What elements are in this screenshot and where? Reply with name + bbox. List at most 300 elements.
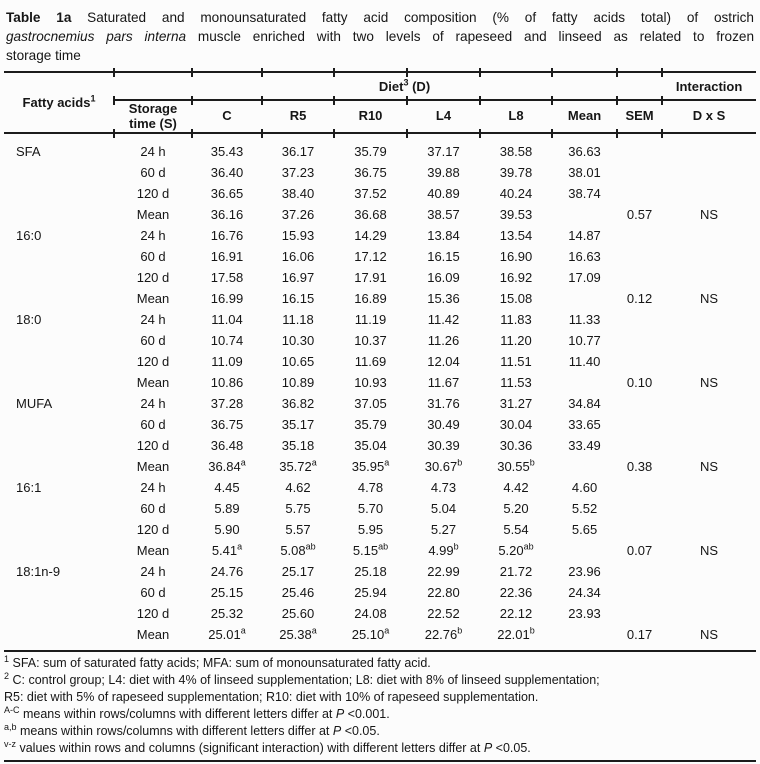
value-l8: 13.54: [499, 228, 533, 243]
interaction-value: [662, 225, 756, 246]
interaction-value: [662, 519, 756, 540]
value-c: 4.45: [214, 480, 240, 495]
column-rule-tick: [616, 68, 618, 77]
storage-time: Mean: [136, 291, 170, 306]
value-l8: 11.53: [500, 375, 532, 390]
col-header-diet-l4: L4: [407, 100, 480, 133]
sem-value: [617, 309, 662, 330]
fatty-acid-name: 16:1: [16, 480, 42, 495]
column-rule-tick: [191, 129, 193, 138]
row-mean: [552, 456, 617, 477]
value-l4: 16.15: [427, 249, 460, 264]
table-row: [4, 519, 756, 540]
value-c: 36.16: [210, 207, 244, 222]
row-mean: 4.60: [571, 480, 598, 495]
sem-value: [617, 267, 662, 288]
value-l4: 30.67$^b$: [424, 457, 463, 474]
diet-group-leading-spacer: [114, 72, 192, 100]
value-r5: 10.65: [281, 354, 315, 369]
value-r10: 37.05: [354, 396, 387, 411]
row-mean: 23.96: [568, 564, 601, 579]
value-c: 16.99: [210, 291, 244, 306]
footnote-line: $^{v-z}$ values within rows and columns (significant interaction) with different letters differ at P <0.05.: [4, 738, 531, 755]
value-l4: 30.49: [427, 417, 460, 432]
sem-value: [617, 519, 662, 540]
value-r5: 25.60: [281, 606, 315, 621]
row-mean: 5.65: [571, 522, 598, 537]
storage-time: 60 d: [140, 249, 166, 264]
row-mean: [552, 372, 617, 393]
value-l4: 38.57: [427, 207, 460, 222]
sem-value: [617, 183, 662, 204]
row-mean: 11.33: [568, 312, 601, 327]
column-rule-tick: [551, 68, 553, 77]
table-row: [4, 582, 756, 603]
fatty-acid-name: [4, 624, 114, 651]
interaction-value: NS: [700, 627, 719, 642]
row-mean: 16.63: [568, 249, 601, 264]
value-r10: 35.95$^a$: [351, 457, 390, 474]
col-header-diet-r10: R10: [334, 100, 407, 133]
value-r10: 5.15$^{ab}$: [352, 541, 389, 558]
fatty-acid-name: [4, 246, 114, 267]
sem-value: 0.10: [626, 375, 653, 390]
value-l4: 16.09: [427, 270, 460, 285]
value-l8: 30.04: [499, 417, 533, 432]
column-rule-tick: [191, 68, 193, 77]
value-r10: 16.89: [354, 291, 387, 306]
column-rule-tick: [551, 96, 553, 105]
row-mean: [552, 204, 617, 225]
column-rule-tick: [616, 96, 618, 105]
column-rule-tick: [113, 68, 115, 77]
value-r10: 10.37: [354, 333, 387, 348]
fatty-acid-name: [4, 582, 114, 603]
footnote-line: R5: diet with 5% of rapeseed supplementation; R10: diet with 10% of rapeseed supplementation.: [4, 690, 539, 704]
sem-value: [617, 351, 662, 372]
value-r5: 15.93: [281, 228, 315, 243]
value-l4: 4.73: [430, 480, 457, 495]
value-l8: 15.08: [499, 291, 533, 306]
table-row: [4, 414, 756, 435]
fatty-acid-name: [4, 414, 114, 435]
fatty-acid-name: [4, 540, 114, 561]
column-rule-tick: [661, 68, 663, 77]
fatty-acid-name: [4, 456, 114, 477]
interaction-value: NS: [700, 459, 719, 474]
value-l8: 11.83: [500, 312, 532, 327]
interaction-value: NS: [700, 291, 719, 306]
value-c: 5.41$^a$: [211, 541, 243, 558]
value-r5: 36.82: [281, 396, 315, 411]
value-l8: 16.90: [499, 249, 533, 264]
value-l8: 38.58: [499, 144, 533, 159]
table-caption-line: Table 1a Saturated and monounsaturated fatty acid composition (% of fatty acids total) of ostrich: [6, 10, 754, 25]
value-l8: 11.51: [500, 354, 532, 369]
diet-suffix: (D): [408, 78, 431, 94]
value-l4: 4.99$^b$: [428, 541, 459, 558]
sem-value: [617, 498, 662, 519]
row-mean: 11.40: [568, 354, 601, 369]
value-l4: 30.39: [427, 438, 460, 453]
sem-value: [617, 477, 662, 498]
interaction-value: [662, 414, 756, 435]
row-mean: [552, 288, 617, 309]
table-row: [4, 351, 756, 372]
footnotes: [4, 655, 756, 762]
value-r10: 24.08: [354, 606, 387, 621]
value-l4: 13.84: [427, 228, 460, 243]
row-mean: 33.65: [568, 417, 601, 432]
storage-time: 60 d: [140, 165, 166, 180]
value-c: 16.91: [210, 249, 244, 264]
group-header-row: [4, 72, 756, 100]
column-rule-tick: [333, 68, 335, 77]
fatty-acid-name: [4, 204, 114, 225]
column-rule-tick: [113, 129, 115, 138]
interaction-value: [662, 351, 756, 372]
group-header-diet: [192, 72, 617, 100]
value-r10: 10.93: [354, 375, 387, 390]
value-c: 17.58: [210, 270, 244, 285]
value-r10: 11.69: [354, 354, 387, 369]
footnote-line: $^{A-C}$ means within rows/columns with different letters differ at P <0.001.: [4, 704, 390, 721]
storage-time: 60 d: [140, 417, 166, 432]
fatty-acid-name: 18:0: [16, 312, 42, 327]
sem-value: [617, 603, 662, 624]
value-r5: 38.40: [281, 186, 315, 201]
footnote-line: $^{a,b}$ means within rows/columns with different letters differ at P <0.05.: [4, 721, 380, 738]
value-r5: 5.75: [285, 501, 311, 516]
value-r5: 4.62: [285, 480, 311, 495]
interaction-value: [662, 435, 756, 456]
footnote-line: $^2$ C: control group; L4: diet with 4% of linseed supplementation; L8: diet with 8% of linseed supplementation;: [4, 670, 600, 687]
sem-value: [617, 414, 662, 435]
storage-time: 120 d: [136, 606, 170, 621]
value-c: 35.43: [210, 144, 244, 159]
row-mean: 14.87: [568, 228, 601, 243]
table-caption: [6, 8, 754, 65]
storage-time: 24 h: [140, 396, 166, 411]
column-rule-tick: [191, 96, 193, 105]
storage-time: 120 d: [136, 522, 170, 537]
column-rule-tick: [661, 96, 663, 105]
column-rule-tick: [661, 129, 663, 138]
value-r5: 37.26: [281, 207, 315, 222]
value-l8: 11.20: [500, 333, 532, 348]
storage-time: 60 d: [140, 501, 166, 516]
value-r5: 16.15: [281, 291, 315, 306]
value-r10: 17.12: [354, 249, 387, 264]
value-c: 25.01$^a$: [208, 625, 246, 642]
fatty-acid-name: [4, 372, 114, 393]
table-row: [4, 246, 756, 267]
value-c: 36.75: [210, 417, 244, 432]
column-rule-tick: [406, 129, 408, 138]
col-header-sem: SEM: [617, 100, 662, 133]
sem-value: [617, 246, 662, 267]
storage-time: 120 d: [136, 270, 170, 285]
table-row: [4, 183, 756, 204]
col-header-dxs: D x S: [662, 100, 756, 133]
column-rule-tick: [479, 68, 481, 77]
value-r5: 16.06: [281, 249, 315, 264]
value-l4: 22.80: [427, 585, 460, 600]
value-l4: 12.04: [427, 354, 460, 369]
value-l4: 40.89: [427, 186, 460, 201]
interaction-value: [662, 498, 756, 519]
value-l4: 39.88: [427, 165, 460, 180]
value-c: 36.40: [210, 165, 244, 180]
storage-time: Mean: [136, 375, 170, 390]
diet-footnote-ref: 3: [403, 77, 409, 88]
value-l8: 30.55$^b$: [497, 457, 535, 474]
value-c: 11.04: [211, 312, 243, 327]
value-l8: 4.42: [503, 480, 529, 495]
storage-time: Mean: [136, 459, 170, 474]
fatty-acid-name: MUFA: [16, 396, 53, 411]
storage-time: Mean: [136, 627, 170, 642]
table-wrap: [4, 71, 756, 652]
fatty-acid-name: [4, 351, 114, 372]
fatty-acid-name: [4, 498, 114, 519]
value-r10: 35.04: [354, 438, 387, 453]
value-c: 5.90: [214, 522, 240, 537]
value-r10: 25.18: [354, 564, 387, 579]
fatty-acid-name: SFA: [16, 144, 41, 159]
value-r10: 5.70: [357, 501, 384, 516]
sem-value: [617, 225, 662, 246]
value-r5: 35.17: [281, 417, 315, 432]
value-r5: 35.72$^a$: [279, 457, 317, 474]
storage-time: 120 d: [136, 186, 170, 201]
storage-time: 24 h: [140, 228, 166, 243]
column-header-row: [4, 100, 756, 133]
column-rule-tick: [333, 96, 335, 105]
value-r10: 11.19: [354, 312, 387, 327]
column-rule-tick: [479, 129, 481, 138]
fatty-acid-name: [4, 162, 114, 183]
value-r10: 4.78: [357, 480, 384, 495]
table-caption-line: storage time: [6, 48, 81, 63]
sem-value: [617, 561, 662, 582]
group-header-interaction: Interaction: [662, 72, 756, 100]
interaction-value: [662, 393, 756, 414]
value-l8: 39.53: [499, 207, 533, 222]
fatty-acid-name: 18:1n-9: [16, 564, 61, 579]
table-row: [4, 133, 756, 162]
row-mean: 23.93: [568, 606, 601, 621]
value-c: 36.84$^a$: [208, 457, 246, 474]
fatty-acids-label: Fatty acids: [22, 95, 91, 110]
interaction-value: NS: [700, 375, 719, 390]
fatty-acid-name: [4, 288, 114, 309]
value-l8: 5.20$^{ab}$: [498, 541, 534, 558]
row-mean: 24.34: [568, 585, 601, 600]
value-r5: 10.30: [281, 333, 315, 348]
col-header-storage: Storage time (S): [114, 100, 192, 133]
value-c: 36.65: [210, 186, 244, 201]
value-l8: 31.27: [499, 396, 533, 411]
col-header-fatty-acids: [4, 72, 114, 133]
fatty-acid-name: 16:0: [16, 228, 42, 243]
storage-time: 60 d: [140, 585, 166, 600]
value-r10: 25.94: [354, 585, 387, 600]
interaction-value: [662, 183, 756, 204]
table-row: [4, 393, 756, 414]
column-rule-tick: [406, 96, 408, 105]
column-rule-tick: [551, 129, 553, 138]
storage-time: Mean: [136, 543, 170, 558]
value-l4: 31.76: [427, 396, 460, 411]
sem-group-spacer: [617, 72, 662, 100]
value-l4: 22.99: [427, 564, 460, 579]
sem-value: [617, 330, 662, 351]
sem-value: [617, 162, 662, 183]
fatty-acid-name: [4, 603, 114, 624]
value-l8: 16.92: [499, 270, 533, 285]
value-r10: 36.75: [354, 165, 387, 180]
storage-time: 24 h: [140, 144, 166, 159]
table-row: [4, 267, 756, 288]
value-r10: 25.10$^a$: [351, 625, 390, 642]
table-row: [4, 498, 756, 519]
value-l4: 22.52: [427, 606, 460, 621]
value-r10: 35.79: [354, 417, 387, 432]
value-r10: 37.52: [354, 186, 387, 201]
value-l4: 11.26: [427, 333, 460, 348]
value-r5: 5.08$^{ab}$: [280, 541, 316, 558]
interaction-value: [662, 133, 756, 162]
row-mean: [552, 624, 617, 651]
col-header-diet-l8: L8: [480, 100, 552, 133]
value-r10: 36.68: [354, 207, 387, 222]
value-c: 10.86: [210, 375, 244, 390]
fatty-acid-name: [4, 519, 114, 540]
interaction-value: [662, 309, 756, 330]
value-r5: 25.17: [281, 564, 315, 579]
sem-value: [617, 582, 662, 603]
value-r5: 5.57: [285, 522, 311, 537]
row-mean: 33.49: [568, 438, 601, 453]
sem-value: 0.12: [626, 291, 653, 306]
table-row: [4, 477, 756, 498]
value-l8: 5.20: [503, 501, 529, 516]
column-rule-tick: [261, 129, 263, 138]
table-row: [4, 162, 756, 183]
sem-value: [617, 133, 662, 162]
value-l8: 21.72: [499, 564, 533, 579]
interaction-value: [662, 603, 756, 624]
fatty-acid-table: [4, 71, 756, 652]
row-mean: 34.84: [568, 396, 601, 411]
storage-time: 120 d: [136, 354, 170, 369]
value-r5: 10.89: [281, 375, 315, 390]
sem-value: 0.38: [626, 459, 653, 474]
value-l8: 22.12: [499, 606, 533, 621]
col-header-diet-r5: R5: [262, 100, 334, 133]
value-l8: 22.01$^b$: [497, 625, 535, 642]
table-row: [4, 561, 756, 582]
storage-time: 120 d: [136, 438, 170, 453]
value-l4: 5.04: [430, 501, 457, 516]
value-r10: 14.29: [354, 228, 387, 243]
fatty-acids-footnote-ref: 1: [90, 93, 96, 104]
value-c: 24.76: [210, 564, 244, 579]
column-rule-tick: [616, 129, 618, 138]
value-r10: 17.91: [354, 270, 387, 285]
fatty-acid-name: [4, 435, 114, 456]
sem-value: [617, 393, 662, 414]
value-c: 37.28: [210, 396, 244, 411]
value-l8: 40.24: [499, 186, 533, 201]
value-l8: 39.78: [499, 165, 533, 180]
interaction-value: NS: [700, 543, 719, 558]
column-rule-tick: [113, 96, 115, 105]
row-mean: [552, 540, 617, 561]
row-mean: 5.52: [571, 501, 598, 516]
table-row: [4, 603, 756, 624]
interaction-value: [662, 267, 756, 288]
value-c: 25.32: [210, 606, 244, 621]
column-rule-tick: [406, 68, 408, 77]
row-mean: 17.09: [568, 270, 601, 285]
sem-value: [617, 435, 662, 456]
table-row: [4, 624, 756, 651]
value-l4: 11.67: [427, 375, 460, 390]
storage-time: Mean: [136, 207, 170, 222]
table-caption-line: gastrocnemius pars interna muscle enriched with two levels of rapeseed and linseed as related to frozen: [6, 29, 754, 44]
value-r5: 36.17: [281, 144, 315, 159]
interaction-value: [662, 477, 756, 498]
value-l4: 37.17: [427, 144, 460, 159]
column-rule-tick: [261, 68, 263, 77]
storage-time: 24 h: [140, 564, 166, 579]
value-r5: 16.97: [281, 270, 315, 285]
row-mean: 10.77: [568, 333, 601, 348]
value-c: 5.89: [214, 501, 240, 516]
value-l4: 22.76$^b$: [424, 625, 463, 642]
table-row: [4, 330, 756, 351]
row-mean: 38.74: [568, 186, 601, 201]
storage-time: 60 d: [140, 333, 166, 348]
value-l4: 5.27: [430, 522, 457, 537]
column-rule-tick: [261, 96, 263, 105]
table-body: [4, 133, 756, 651]
value-c: 36.48: [210, 438, 244, 453]
value-c: 25.15: [210, 585, 244, 600]
sem-value: 0.17: [626, 627, 653, 642]
value-l4: 11.42: [427, 312, 460, 327]
table-row: [4, 540, 756, 561]
interaction-value: [662, 561, 756, 582]
value-l8: 5.54: [503, 522, 529, 537]
value-l4: 15.36: [427, 291, 460, 306]
sem-value: 0.57: [626, 207, 653, 222]
row-mean: 36.63: [568, 144, 601, 159]
value-c: 11.09: [211, 354, 243, 369]
column-rule-tick: [333, 129, 335, 138]
value-l8: 30.36: [499, 438, 533, 453]
table-row: [4, 435, 756, 456]
interaction-value: [662, 162, 756, 183]
table-row: [4, 456, 756, 477]
row-mean: 38.01: [568, 165, 601, 180]
value-r5: 11.18: [282, 312, 314, 327]
value-c: 16.76: [210, 228, 244, 243]
value-r5: 25.38$^a$: [279, 625, 317, 642]
table-row: [4, 309, 756, 330]
